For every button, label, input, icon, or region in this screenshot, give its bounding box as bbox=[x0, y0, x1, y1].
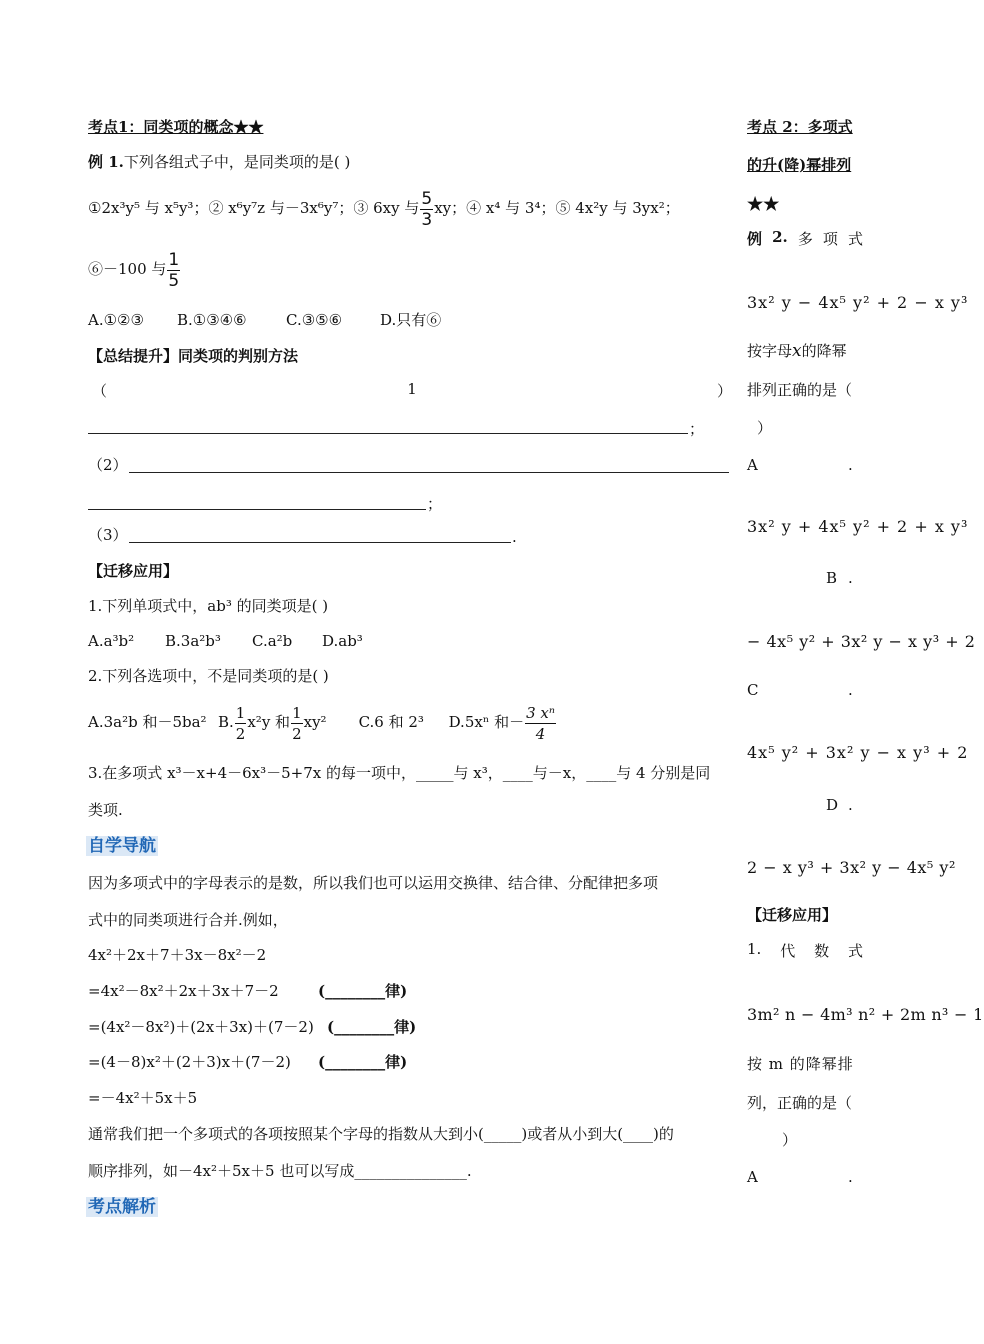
question-2: 2.下列各选项中，不是同类项的是( ) bbox=[88, 667, 329, 685]
option-d[interactable]: D.ab³ bbox=[322, 632, 363, 650]
item-text: ①2x³y⁵ 与 x⁵y³；② x⁶y⁷z 与－3x⁶y⁷；③ 6xy 与 bbox=[88, 199, 420, 217]
fraction-denominator: 2 bbox=[235, 724, 246, 743]
example-2-polynomial: 3x² y − 4x⁵ y² + 2 − x y³ bbox=[747, 293, 969, 312]
answer-line[interactable] bbox=[88, 509, 426, 510]
analysis-heading bbox=[86, 1197, 158, 1217]
answer-line[interactable] bbox=[88, 433, 688, 434]
question-1-option-a-label[interactable]: A bbox=[747, 1168, 758, 1186]
example-1-label: 例 1. bbox=[88, 153, 124, 171]
step-2-law-blank[interactable]: (________律) bbox=[327, 1018, 417, 1036]
fraction-numerator: 1 bbox=[168, 249, 180, 270]
fraction-1-2 bbox=[291, 703, 303, 744]
transfer-title-right: 【迁移应用】 bbox=[747, 906, 838, 924]
analysis-title: 考点解析 bbox=[88, 1197, 156, 1217]
option-c[interactable]: C.③⑤⑥ bbox=[286, 311, 343, 329]
question-1-option-a-dot: . bbox=[848, 1168, 853, 1186]
paren-open: （ bbox=[92, 382, 108, 400]
fraction-denominator: 2 bbox=[292, 724, 302, 743]
summary-3-label: （3） bbox=[88, 526, 128, 544]
summary-2-label: （2） bbox=[88, 456, 128, 474]
option-d-expression[interactable]: 2 − x y³ + 3x² y − 4x⁵ y² bbox=[747, 858, 956, 877]
option-c-expression[interactable]: 4x⁵ y² + 3x² y − x y³ + 2 bbox=[747, 743, 969, 762]
option-a-label[interactable]: A bbox=[747, 456, 758, 474]
char: 代 bbox=[780, 942, 796, 960]
fraction-denominator: 5 bbox=[168, 270, 180, 291]
question-3-line2: 类项. bbox=[88, 801, 123, 819]
desc-text: 按字母 bbox=[747, 342, 793, 360]
kp2-title-line1: 考点 2：多项式 bbox=[747, 118, 853, 136]
kp2-title-line2: 的升(降)幂排列 bbox=[747, 156, 852, 174]
step-3: =(4－8)x²＋(2＋3)x＋(7－2) bbox=[88, 1053, 291, 1071]
fraction-numerator: 1 bbox=[292, 703, 302, 722]
summary-number: 1 bbox=[407, 380, 417, 398]
option-c[interactable]: C.a²b bbox=[252, 632, 293, 650]
kp1-title: 考点1：同类项的概念★★ bbox=[88, 118, 264, 136]
option-text: x²y 和 bbox=[247, 713, 291, 731]
fraction-denominator: 3 bbox=[421, 209, 433, 230]
variable-x: x bbox=[792, 341, 802, 361]
question-1-polynomial: 3m² n − 4m³ n² + 2m n³ − 1 bbox=[747, 1005, 984, 1024]
option-text: xy² bbox=[303, 713, 327, 731]
guide-paragraph-3: 通常我们把一个多项式的各项按照某个字母的指数从大到小(_____)或者从小到大(____)的 bbox=[88, 1125, 674, 1143]
option-a[interactable]: A.a³b² bbox=[88, 632, 135, 650]
option-c-label[interactable]: C bbox=[747, 681, 759, 699]
guide-heading bbox=[86, 836, 158, 856]
example-2-desc-1 bbox=[747, 341, 847, 361]
question-3-line1: 3.在多项式 x³－x+4－6x³－5+7x 的每一项中，_____与 x³，____与－x，____与 4 分别是同 bbox=[88, 764, 711, 782]
step-4: =－4x²＋5x＋5 bbox=[88, 1089, 198, 1107]
char: 数 bbox=[814, 942, 830, 960]
item-text: xy；④ x⁴ 与 3⁴；⑤ 4x²y 与 3yx²； bbox=[434, 199, 680, 217]
guide-paragraph-1: 因为多项式中的字母表示的是数，所以我们也可以运用交换律、结合律、分配律把多项 bbox=[88, 874, 659, 892]
example-1-items-line1 bbox=[88, 187, 680, 230]
step-2: =(4x²－8x²)＋(2x＋3x)＋(7－2) bbox=[88, 1018, 314, 1036]
example-1-question: 下列各组式子中，是同类项的是( ) bbox=[123, 153, 351, 171]
option-label: D.5xⁿ 和－ bbox=[448, 713, 525, 731]
char: 多 bbox=[797, 230, 813, 248]
answer-line[interactable] bbox=[129, 542, 511, 543]
example-1 bbox=[88, 152, 350, 172]
semicolon: ； bbox=[427, 495, 443, 513]
option-b[interactable]: B.3a²b³ bbox=[165, 632, 221, 650]
fraction-denominator: 4 bbox=[535, 724, 546, 743]
step-1-law-blank[interactable]: (________律) bbox=[318, 982, 408, 1000]
option-b-expression[interactable]: − 4x⁵ y² + 3x² y − x y³ + 2 bbox=[747, 632, 976, 651]
fraction-numerator: 5 bbox=[421, 188, 433, 209]
option-a[interactable]: A.3a²b 和－5ba² bbox=[88, 713, 207, 731]
period: . bbox=[512, 528, 517, 546]
option-d[interactable] bbox=[448, 703, 557, 743]
example-2-number: 2. bbox=[772, 228, 788, 246]
question-number: 1. bbox=[747, 940, 762, 958]
example-1-options bbox=[88, 310, 441, 330]
char: 式 bbox=[847, 230, 863, 248]
item-text: ⑥－100 与 bbox=[88, 260, 167, 278]
option-d[interactable]: D.只有⑥ bbox=[380, 311, 442, 329]
example-2-desc-3: ） bbox=[757, 419, 773, 437]
fraction-numerator: 1 bbox=[235, 703, 246, 722]
question-2-options bbox=[88, 701, 557, 744]
guide-title: 自学导航 bbox=[88, 836, 156, 856]
question-1-desc-2: 列，正确的是（ bbox=[747, 1094, 853, 1112]
option-a-dot: . bbox=[848, 456, 853, 474]
question-1-options bbox=[88, 631, 363, 651]
semicolon: ； bbox=[689, 420, 705, 438]
fraction-1-5 bbox=[167, 250, 180, 291]
question-1-header bbox=[747, 940, 863, 961]
answer-line[interactable] bbox=[129, 472, 729, 473]
paren-close: ） bbox=[716, 382, 732, 400]
char: 项 bbox=[822, 230, 838, 248]
char: 式 bbox=[847, 942, 863, 960]
example-2-header bbox=[747, 228, 863, 249]
option-b[interactable]: B.①③④⑥ bbox=[177, 311, 247, 329]
desc-text: 的降幂 bbox=[801, 342, 847, 360]
fraction-5-3 bbox=[420, 189, 433, 230]
fraction-3xn-4 bbox=[525, 703, 556, 744]
option-b-dot: . bbox=[848, 569, 853, 587]
guide-paragraph-2: 式中的同类项进行合并.例如， bbox=[88, 911, 288, 929]
step-1: =4x²－8x²＋2x＋3x＋7－2 bbox=[88, 982, 279, 1000]
option-d-dot: . bbox=[848, 796, 853, 814]
option-a-expression[interactable]: 3x² y + 4x⁵ y² + 2 + x y³ bbox=[747, 517, 969, 536]
kp2-stars: ★★ bbox=[747, 194, 780, 215]
option-c[interactable]: C.6 和 2³ bbox=[358, 713, 424, 731]
summary-item-1 bbox=[92, 380, 732, 401]
step-3-law-blank[interactable]: (________律) bbox=[318, 1053, 408, 1071]
fraction-1-2 bbox=[235, 703, 247, 744]
option-b[interactable] bbox=[218, 703, 327, 743]
example-2-desc-2: 排列正确的是（ bbox=[747, 381, 853, 399]
question-1: 1.下列单项式中，ab³ 的同类项是( ) bbox=[88, 597, 329, 615]
guide-paragraph-4: 顺序排列，如－4x²＋5x＋5 也可以写成_______________. bbox=[88, 1162, 472, 1180]
example-2-label: 例 bbox=[747, 230, 763, 248]
option-a[interactable]: A.①②③ bbox=[88, 311, 144, 329]
example-1-items-line2 bbox=[88, 248, 181, 291]
step-0: 4x²＋2x＋7＋3x－8x²－2 bbox=[88, 946, 267, 964]
option-c-dot: . bbox=[848, 681, 853, 699]
option-d-label[interactable]: D bbox=[826, 796, 839, 814]
question-1-desc-1: 按 m 的降幂排 bbox=[747, 1055, 854, 1073]
transfer-title: 【迁移应用】 bbox=[88, 562, 179, 580]
option-b-label[interactable]: B bbox=[826, 569, 838, 587]
fraction-numerator: 3 xⁿ bbox=[526, 703, 555, 722]
question-1-desc-3: ） bbox=[782, 1131, 798, 1149]
summary-title: 【总结提升】同类项的判别方法 bbox=[88, 347, 299, 365]
option-label: B. bbox=[218, 713, 234, 731]
